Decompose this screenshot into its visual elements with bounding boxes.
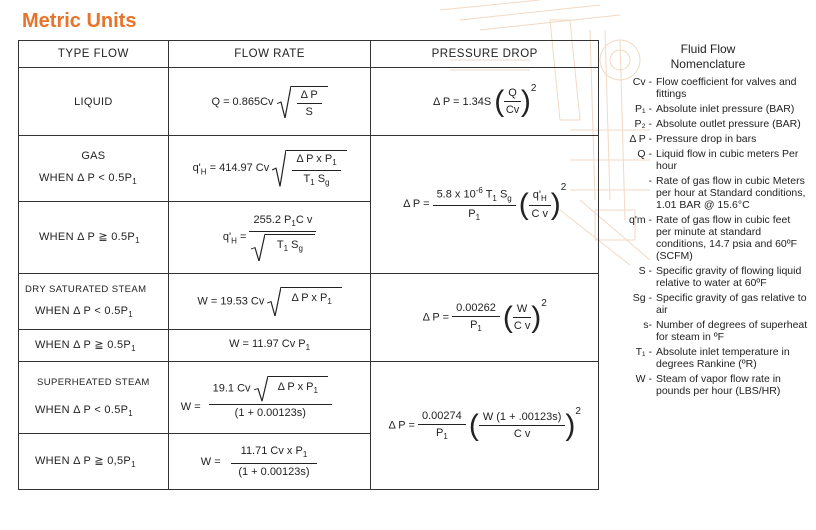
dry-steam-drop-lhs: Δ P = xyxy=(422,311,450,324)
gas-rate2-den-sub1: 1 xyxy=(283,243,289,253)
gas-pressure-drop-cell: Δ P = $\frac{5.8 x 10^{-6} T_1 S_g}{P_1}$ ( $\frac{q'_H}{\text{C v}}$ )2 xyxy=(371,136,599,274)
page-title: Metric Units xyxy=(22,10,137,32)
superheated-rate1-rad-sub: 1 xyxy=(313,386,318,396)
gas-drop-pnum-sub: H xyxy=(541,194,547,204)
gas-rate2-sub: H xyxy=(231,236,237,246)
nomenclature-def: Number of degrees of superheat for steam in ºF xyxy=(656,319,808,343)
superheated-rate2-num: 11.71 Cv x P xyxy=(240,445,303,458)
gas-drop-num-t-sub: 1 xyxy=(492,194,497,204)
gas-flow-rate-cell-2 xyxy=(168,202,371,274)
gas-rate1-den-s: S xyxy=(317,172,326,185)
superheated-cond1: WHEN Δ P < 0.5P xyxy=(35,403,129,416)
nomenclature-item xyxy=(608,319,808,343)
gas-rate1-lhs: q' xyxy=(192,162,201,175)
nomenclature-key: S - xyxy=(638,265,652,277)
nomenclature-panel xyxy=(608,42,808,400)
nomenclature-item xyxy=(608,148,808,172)
superheated-cond1-sub: 1 xyxy=(128,409,134,419)
nomenclature-key: q'm - xyxy=(628,214,652,226)
nomenclature-def: Rate of gas flow in cubic Meters per hour at Standard conditions, 1.01 BAR @ 15.6°C xyxy=(656,175,806,211)
superheated-drop-pden: C v xyxy=(513,428,531,440)
gas-rate1-den: T xyxy=(303,172,311,185)
header-flow-rate: FLOW RATE xyxy=(168,41,371,68)
superheated-cond2-sub: 1 xyxy=(131,460,136,470)
gas-rate2-den-g: g xyxy=(298,243,303,253)
dry-steam-type-cell-2 xyxy=(19,330,169,362)
liquid-rate-lhs: Q = 0.865Cv xyxy=(211,95,274,108)
superheated-drop-lhs: Δ P = xyxy=(388,419,415,432)
gas-flow-rate-cell-1 xyxy=(168,136,371,202)
gas-rate2-num2: C v xyxy=(295,214,313,227)
nomenclature-def: Liquid flow in cubic meters Per hour xyxy=(656,148,799,172)
nomenclature-key: P₁ - xyxy=(635,103,652,115)
gas-drop-lhs: Δ P = xyxy=(403,198,430,211)
gas-rate2-den: T xyxy=(276,238,284,251)
liquid-type-cell xyxy=(19,68,169,136)
nomenclature-title xyxy=(608,42,808,72)
superheated-rate2-num-sub: 1 xyxy=(302,450,308,460)
nomenclature-item xyxy=(608,133,808,145)
superheated-cond2: WHEN Δ P ≧ 0,5P xyxy=(35,454,132,467)
dry-steam-cond2-sub: 1 xyxy=(131,344,136,354)
dry-steam-rate1-lhs: W = 19.53 Cv xyxy=(197,295,265,308)
gas-drop-pnum: q' xyxy=(532,188,542,201)
nomenclature-item xyxy=(608,214,808,262)
superheated-rate2-den: (1 + 0.00123s) xyxy=(238,465,310,478)
nomenclature-def: Steam of vapor flow rate in pounds per hour (LBS/HR) xyxy=(656,373,781,397)
superheated-type-cell-1 xyxy=(19,362,169,434)
liquid-rate-num: Δ P xyxy=(297,89,322,104)
gas-rate2-den-s: S xyxy=(291,238,299,251)
gas-rate1-eq: = 414.97 Cv xyxy=(209,162,270,175)
nomenclature-item xyxy=(608,292,808,316)
nomenclature-title-line1: Fluid Flow xyxy=(680,42,736,56)
nomenclature-def: Absolute inlet temperature in degrees Rankine (ºR) xyxy=(656,346,790,370)
gas-type-cell-2 xyxy=(19,202,169,274)
liquid-drop-num: Q xyxy=(504,87,521,102)
dry-steam-type-cell-1 xyxy=(19,274,169,330)
superheated-rate2-lhs: W = xyxy=(200,455,221,468)
nomenclature-key: s- xyxy=(643,319,652,331)
liquid-rate-radical xyxy=(277,86,328,118)
dry-steam-rate1-radical xyxy=(267,287,341,316)
nomenclature-def: Absolute inlet pressure (BAR) xyxy=(656,103,795,115)
gas-drop-den-sub: 1 xyxy=(475,213,481,223)
radical-sign-icon xyxy=(272,150,286,186)
nomenclature-key: - xyxy=(648,175,652,187)
nomenclature-key: W - xyxy=(635,373,652,385)
dry-steam-flow-rate-cell-2 xyxy=(168,330,371,362)
dry-steam-drop-den: P xyxy=(470,318,478,331)
gas-label: GAS xyxy=(81,150,106,163)
dry-steam-drop-pnum: W xyxy=(513,303,531,318)
nomenclature-item xyxy=(608,103,808,115)
radical-sign-icon xyxy=(267,287,281,316)
gas-drop-pden: C v xyxy=(531,208,549,221)
superheated-rate1-num: 19.1 Cv xyxy=(212,382,251,395)
gas-rate1-den-sub1: 1 xyxy=(310,177,315,187)
liquid-pressure-drop-cell: Δ P = 1.34S ( $\frac{Q}{Cv}$ )2 xyxy=(371,68,599,136)
superheated-flow-rate-cell-1 xyxy=(168,362,371,434)
gas-rate2-lhs: q' xyxy=(222,231,232,244)
dry-steam-label: DRY SATURATED STEAM xyxy=(25,283,147,295)
nomenclature-title-line2: Nomenclature xyxy=(670,57,746,71)
radical-sign-icon xyxy=(251,234,265,261)
gas-drop-den: P xyxy=(468,208,476,221)
gas-rate1-num-sub: 1 xyxy=(332,158,337,168)
header-pressure-drop: PRESSURE DROP xyxy=(371,41,599,68)
gas-cond2: WHEN Δ P ≧ 0.5P xyxy=(39,230,136,243)
dry-steam-cond2: WHEN Δ P ≧ 0.5P xyxy=(35,338,132,351)
gas-drop-num-exp: -6 xyxy=(475,186,483,196)
gas-drop-num-t: T xyxy=(485,189,493,202)
gas-rate1-sub: H xyxy=(200,167,207,177)
dry-steam-drop-exp: 2 xyxy=(541,297,547,309)
nomenclature-item xyxy=(608,265,808,289)
nomenclature-key: T₁ - xyxy=(635,346,652,358)
nomenclature-key: P₂ - xyxy=(634,118,652,130)
gas-drop-num-g: g xyxy=(507,194,512,204)
nomenclature-def: Flow coefficient for valves and fittings xyxy=(656,76,797,100)
dry-steam-pressure-drop-cell: Δ P = $\frac{0.00262}{P_1}$ ( $\frac{W}{\text{C v}}$ )2 xyxy=(371,274,599,362)
nomenclature-def: Specific gravity of gas relative to air xyxy=(656,292,807,316)
liquid-drop-exp: 2 xyxy=(530,82,537,94)
superheated-drop-den-sub: 1 xyxy=(443,432,448,442)
dry-steam-rate2-sub: 1 xyxy=(305,343,311,353)
gas-rate1-num: Δ P x P xyxy=(296,153,333,166)
nomenclature-item xyxy=(608,76,808,100)
liquid-drop-lhs: Δ P = 1.34S xyxy=(433,95,492,108)
gas-drop-num: 5.8 x 10 xyxy=(436,189,476,202)
superheated-label: SUPERHEATED STEAM xyxy=(37,376,150,388)
dry-steam-drop-den-sub: 1 xyxy=(477,324,482,334)
dry-steam-rate1-rad-sub: 1 xyxy=(327,297,332,307)
gas-rate1-den-g: g xyxy=(325,177,330,187)
header-type-flow: TYPE FLOW xyxy=(19,41,169,68)
superheated-rate1-rad: Δ P x P xyxy=(277,381,314,394)
liquid-rate-den: S xyxy=(305,105,313,118)
gas-cond1-sub: 1 xyxy=(132,177,138,187)
liquid-flow-rate-cell xyxy=(168,68,371,136)
gas-rate1-radical xyxy=(272,150,346,186)
superheated-rate1-radical xyxy=(254,376,328,401)
superheated-pressure-drop-cell: Δ P = $\frac{0.00274}{P_1}$ ( $\frac{W (1 + .00123s)}{\text{C v}}$ )2 xyxy=(371,362,599,490)
nomenclature-key: Cv - xyxy=(632,76,652,88)
nomenclature-key: Q - xyxy=(637,148,652,160)
gas-cond2-sub: 1 xyxy=(135,236,140,246)
gas-drop-exp: 2 xyxy=(560,182,567,194)
superheated-drop-exp: 2 xyxy=(575,405,581,417)
dry-steam-rate2: W = 11.97 Cv P xyxy=(229,338,306,351)
nomenclature-key: Δ P - xyxy=(629,133,652,145)
gas-cond1: WHEN Δ P < 0.5P xyxy=(39,172,133,185)
dry-steam-cond1-sub: 1 xyxy=(128,310,134,320)
gas-rate2-eq: = xyxy=(239,231,247,244)
liquid-label: LIQUID xyxy=(74,95,113,108)
gas-rate2-radical xyxy=(251,234,315,261)
nomenclature-item xyxy=(608,373,808,397)
superheated-rate1-den: (1 + 0.00123s) xyxy=(234,406,306,419)
nomenclature-def: Pressure drop in bars xyxy=(656,133,757,145)
gas-type-cell-1 xyxy=(19,136,169,202)
dry-steam-flow-rate-cell-1 xyxy=(168,274,371,330)
dry-steam-cond1: WHEN Δ P < 0.5P xyxy=(35,304,129,317)
nomenclature-item xyxy=(608,175,808,211)
gas-rate2-num: 255.2 P xyxy=(253,214,292,227)
dry-steam-drop-pden: C v xyxy=(513,320,531,332)
nomenclature-def: Rate of gas flow in cubic feet per minute at standard conditions, 14.7 psia and 60ºF (SCFM) xyxy=(656,214,798,262)
superheated-drop-den: P xyxy=(435,426,444,439)
superheated-drop-num: 0.00274 xyxy=(418,410,466,425)
gas-drop-num-s: S xyxy=(499,189,508,202)
superheated-rate1-lhs: W = xyxy=(180,400,201,413)
dry-steam-rate1-rad: Δ P x P xyxy=(291,291,328,304)
nomenclature-item xyxy=(608,346,808,370)
gas-rate2-num-sub: 1 xyxy=(291,219,296,229)
radical-sign-icon xyxy=(254,376,268,401)
radical-sign-icon xyxy=(277,86,291,118)
superheated-flow-rate-cell-2 xyxy=(168,434,371,490)
nomenclature-def: Specific gravity of flowing liquid relative to water at 60ºF xyxy=(656,265,802,289)
nomenclature-item xyxy=(608,118,808,130)
formula-table xyxy=(18,40,599,490)
superheated-type-cell-2 xyxy=(19,434,169,490)
superheated-drop-pnum: W (1 + .00123s) xyxy=(479,411,566,426)
nomenclature-key: Sg - xyxy=(632,292,652,304)
dry-steam-drop-num: 0.00262 xyxy=(452,302,500,317)
nomenclature-def: Absolute outlet pressure (BAR) xyxy=(656,118,801,130)
liquid-drop-den: Cv xyxy=(505,104,520,116)
